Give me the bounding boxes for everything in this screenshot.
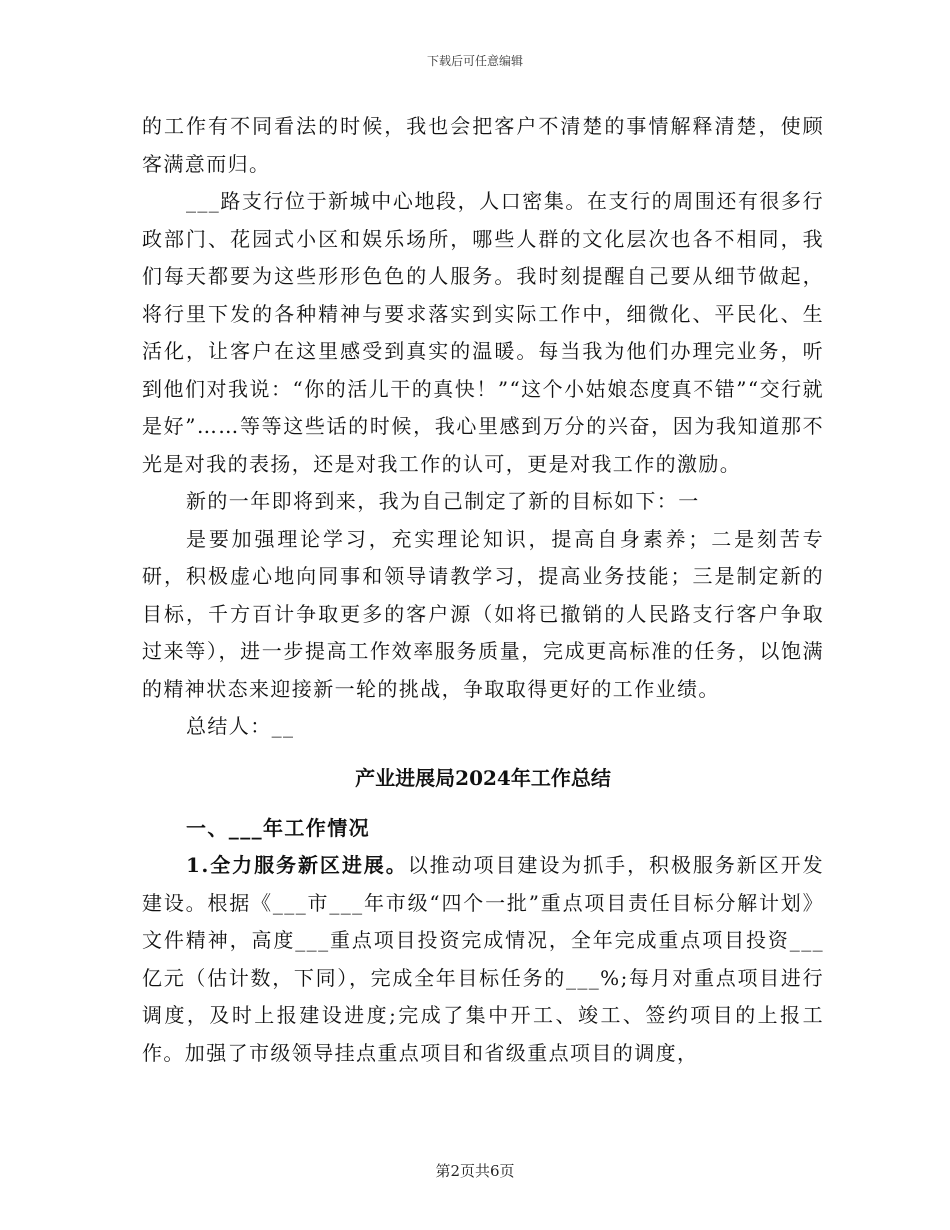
item-1-text: 以推动项目建设为抓手，积极服务新区开发建设。根据《___市___年市级“四个一批”重点项目责任目标分解计划》文件精神，高度___重点项目投资完成情况，全年完成重点项目投资___亿元（估计数，下同），完成全年目标任务的___%;每月对重点项目进行调度，及时上报建设进度;完成了集中开工、竣工、签约项目的上报工作。加强了市级领导挂点重点项目和省级重点项目的调度， [142,853,825,1065]
paragraph-continuation: 的工作有不同看法的时候，我也会把客户不清楚的事情解释清楚，使顾客满意而归。 [142,114,824,176]
paragraph-new-goals: 新的一年即将到来，我为自己制定了新的目标如下：一 [186,489,700,513]
document-body [142,108,824,1072]
signature-line: 总结人：__ [186,714,295,738]
paragraph-branch-intro: ___路支行位于新城中心地段，人口密集。在支行的周围还有很多行政部门、花园式小区和娱乐场所，哪些人群的文化层次也各不相同，我们每天都要为这些形形色色的人服务。我时刻提醒自己要从细节做起，将行里下发的各种精神与要求落实到实际工作中，细微化、平民化、生活化，让客户在这里感受到真实的温暖。每当我为他们办理完业务，听到他们对我说：“你的活儿干的真快！”“这个小姑娘态度真不错”“交行就是好”……等等这些话的时候，我心里感到万分的兴奋，因为我知道那不光是对我的表扬，还是对我工作的认可，更是对我工作的激励。 [142,189,824,476]
page-footer: 第2页共6页 [435,1162,515,1180]
page-header: 下载后可任意编辑 [426,54,523,68]
section-heading: 一、___年工作情况 [186,815,370,840]
paragraph-item-1 [142,847,824,1072]
paragraph-goals-list: 是要加强理论学习，充实理论知识，提高自身素养；二是刻苦专研，积极虚心地向同事和领导请教学习，提高业务技能；三是制定新的目标，千方百计争取更多的客户源（如将已撤销的人民路支行客户争取过来等），进一步提高工作效率服务质量，完成更高标准的任务，以饱满的精神状态来迎接新一轮的挑战，争取取得更好的工作业绩。 [142,526,824,701]
item-1-lead: 1.全力服务新区进展。 [186,853,408,877]
document-title: 产业进展局2024年工作总结 [355,765,611,790]
